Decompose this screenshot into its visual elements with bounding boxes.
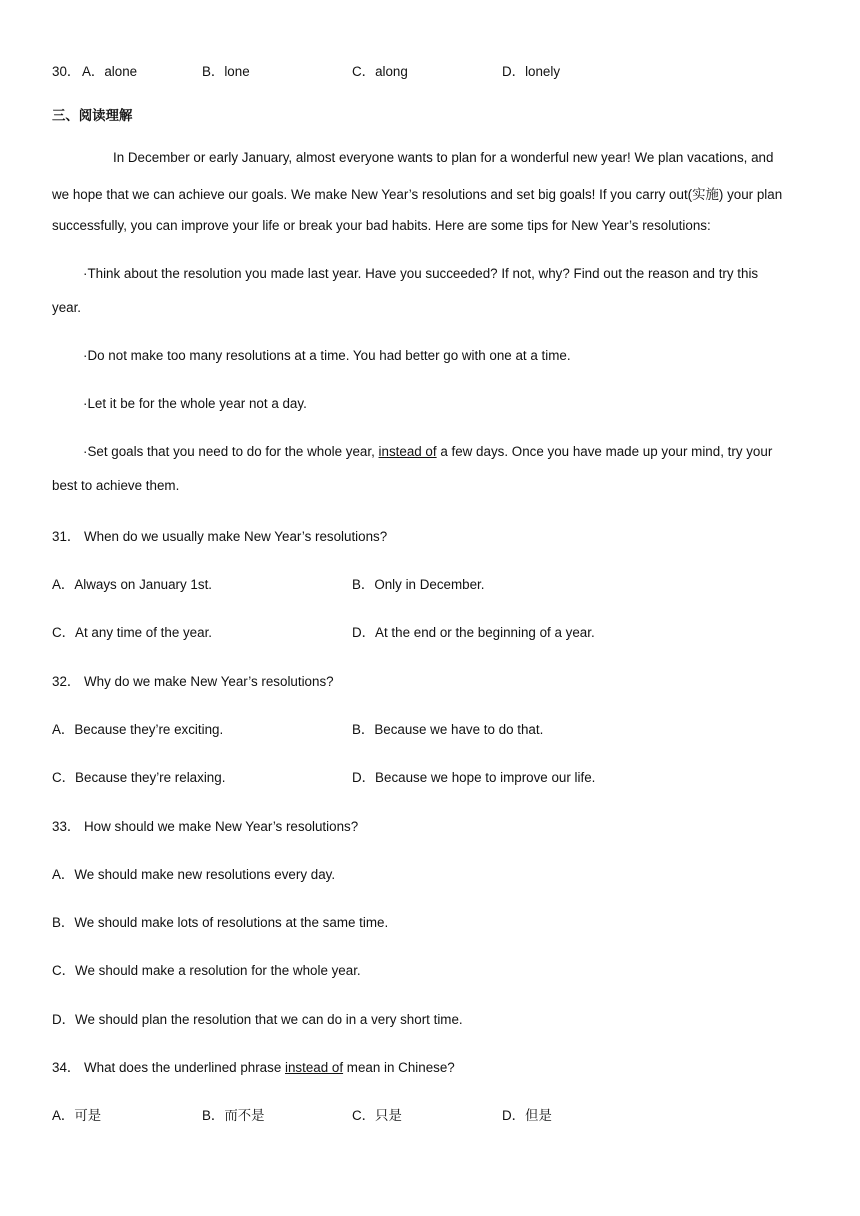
question-stem: 31． When do we usually make New Year’s resolutions? [52,529,388,544]
tip-4-cont: best to achieve them. [52,478,180,493]
option-c: C．只是 [352,1108,402,1123]
option-a: A．可是 [52,1108,102,1123]
option-a: A．alone [82,64,138,79]
option-d: D．Because we hope to improve our life. [352,770,596,785]
underlined-phrase: instead of [285,1060,344,1075]
option-d: D．We should plan the resolution that we can do in a very short time. [52,1012,463,1027]
tip-3: ·Let it be for the whole year not a day. [83,396,307,411]
question-30-number: 30． [52,64,81,79]
tip-2: ·Do not make too many resolutions at a time. You had better go with one at a time. [83,348,571,363]
option-b: B．We should make lots of resolutions at the same time. [52,915,389,930]
option-d: D．但是 [502,1108,552,1123]
option-a: A．Always on January 1st. [52,577,213,592]
option-d: D．lonely [502,64,561,79]
option-a: A．We should make new resolutions every day. [52,867,336,882]
passage-line: In December or early January, almost everyone wants to plan for a wonderful new year! We plan vacations, and [113,150,774,165]
underlined-phrase: instead of [378,444,437,459]
question-stem: 32． Why do we make New Year’s resolutions? [52,674,334,689]
option-c: C．along [352,64,408,79]
section-title: 三、阅读理解 [52,108,133,123]
tip-1-cont: year. [52,300,82,315]
tip-4: ·Set goals that you need to do for the whole year, instead of a few days. Once you have made up your mind, try your [83,444,773,459]
tip-1: ·Think about the resolution you made last year. Have you succeeded? If not, why? Find out the reason and try this [83,266,759,281]
option-c: C．We should make a resolution for the whole year. [52,963,361,978]
option-b: B．Only in December. [352,577,485,592]
passage-line: we hope that we can achieve our goals. We make New Year’s resolutions and set big goals! If you carry out(实施) your plan [52,187,783,202]
option-a: A．Because they’re exciting. [52,722,224,737]
option-c: C．Because they’re relaxing. [52,770,226,785]
question-stem: 33． How should we make New Year’s resolutions? [52,819,359,834]
option-b: B．lone [202,64,250,79]
option-d: D．At the end or the beginning of a year. [352,625,595,640]
option-b: B．而不是 [202,1108,265,1123]
option-b: B．Because we have to do that. [352,722,544,737]
option-c: C．At any time of the year. [52,625,213,640]
question-stem: 34． What does the underlined phrase instead of mean in Chinese? [52,1060,455,1075]
passage-line: successfully, you can improve your life or break your bad habits. Here are some tips for New Year’s resolutions: [52,218,711,233]
